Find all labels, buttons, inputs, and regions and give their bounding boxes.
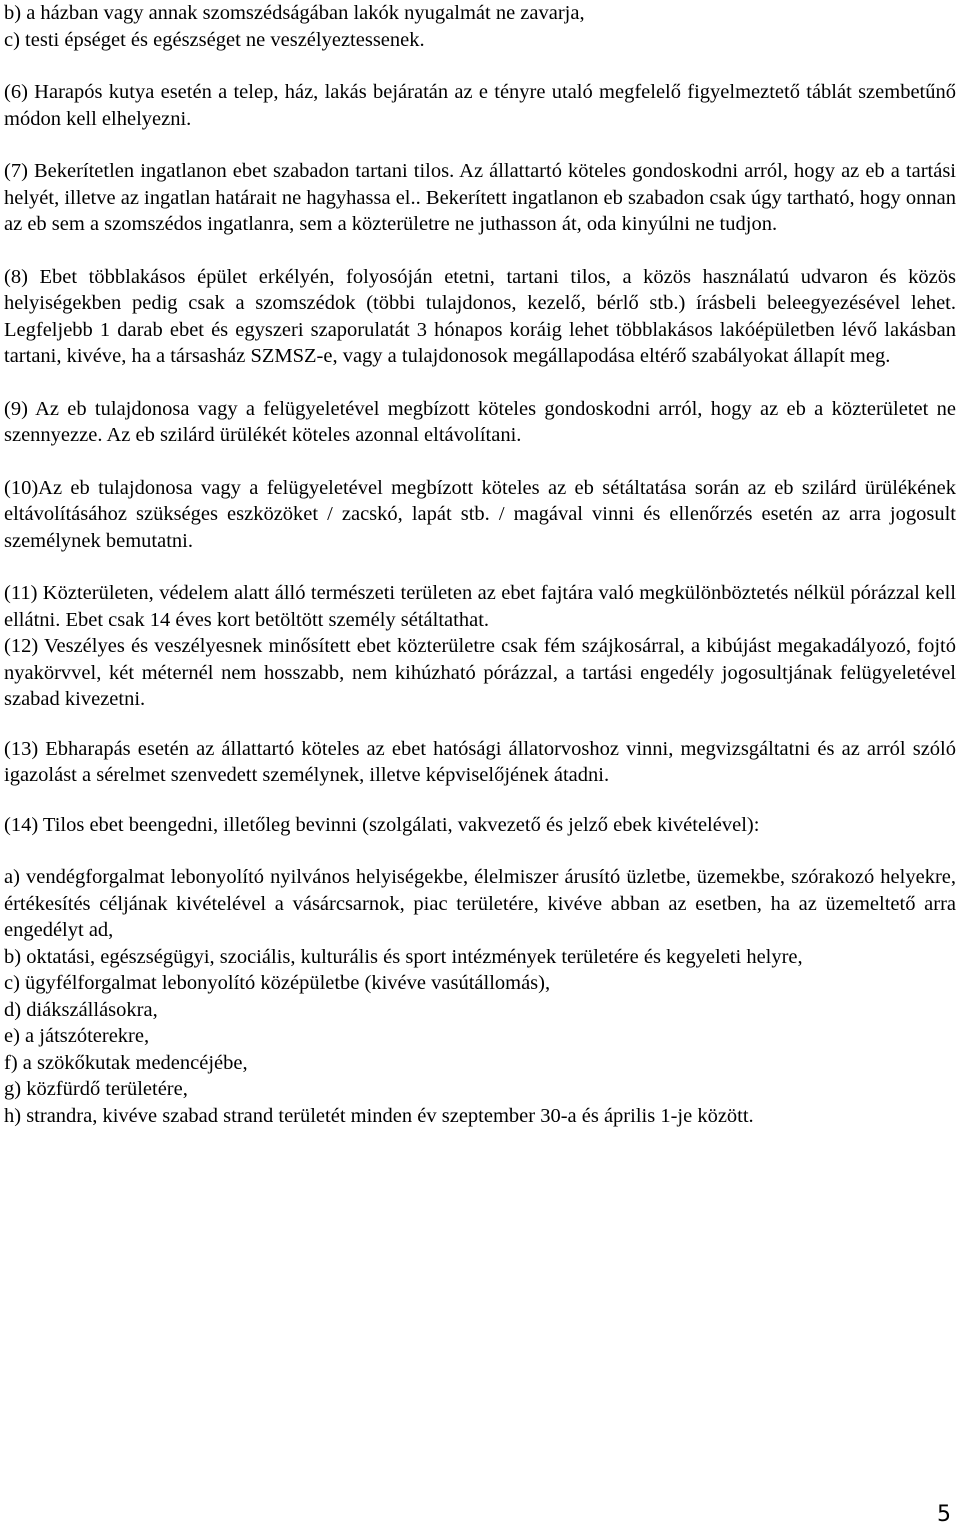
paragraph-10: (10)Az eb tulajdonosa vagy a felügyeletével megbízott köteles az eb sétáltatása során az eb szilárd ürülékének eltávolításához szükséges eszközöket / zacskó, lapát stb. / magával vinni és ellenőrzés esetén az arra jogosult személynek bemutatni. bbox=[4, 476, 956, 552]
document-page bbox=[4, 0, 956, 1129]
list-item-c: c) ügyfélforgalmat lebonyolító középületbe (kivéve vasútállomás), bbox=[4, 972, 551, 994]
spacer bbox=[4, 789, 956, 812]
paragraph-7: (7) Bekerítetlen ingatlanon ebet szabadon tartani tilos. Az állattartó köteles gondoskodni arról, hogy az eb a tartási helyét, illetve az ingatlan határait ne hagyhassa el.. Bekerített ingatlanon eb szabadon csak úgy tartható, hogy onnan az eb sem a szomszédos ingatlanra, sem a közterületre ne juthasson át, oda kinyúlni ne tudjon. bbox=[4, 160, 956, 235]
paragraph-9: (9) Az eb tulajdonosa vagy a felügyeletével megbízott köteles gondoskodni arról, hogy az eb a közterületet ne szennyezze. Az eb szilárd ürülékét köteles azonnal eltávolítani. bbox=[4, 397, 956, 446]
paragraph-13: (13) Ebharapás esetén az állattartó köteles az ebet hatósági állatorvoshoz vinni, megvizsgáltatni és az arról szóló igazolást a sérelmet szenvedett személynek, illetve képviselőjének átadni. bbox=[4, 737, 956, 786]
spacer bbox=[4, 554, 956, 580]
paragraph-14: (14) Tilos ebet beengedni, illetőleg bevinni (szolgálati, vakvezető és jelző ebek kivételével): bbox=[4, 813, 760, 836]
list-item-b-top: b) a házban vagy annak szomszédságában lakók nyugalmát ne zavarja, bbox=[4, 2, 585, 24]
spacer bbox=[4, 713, 956, 736]
spacer bbox=[4, 53, 956, 79]
list-item-h: h) strandra, kivéve szabad strand területét minden év szeptember 30-a és április 1-je között. bbox=[4, 1104, 754, 1127]
list-item-c-top: c) testi épséget és egészséget ne veszélyeztessenek. bbox=[4, 28, 425, 51]
paragraph-6: (6) Harapós kutya esetén a telep, ház, lakás bejáratán az e tényre utaló megfelelő figyelmeztető táblát szembetűnő módon kell elhelyezni. bbox=[4, 81, 956, 130]
spacer bbox=[4, 370, 956, 396]
page-number: 5 bbox=[937, 1502, 951, 1527]
paragraph-8: (8) Ebet többlakásos épület erkélyén, folyosóján etetni, tartani tilos, a közös használatú udvaron és közös helyiségekben pedig csak a szomszédok (többi tulajdonos, kezelő, bérlő stb.) írásbeli beleegyezésével lehet. Legfeljebb 1 darab ebet és egyszeri szaporulatát 3 hónapos koráig lehet többlakásos lakóépületben lévő lakásban tartani, kivéve, ha a társasház SZMSZ-e, vagy a tulajdonosok megállapodása eltérő szabályokat állapít meg. bbox=[4, 265, 956, 367]
list-item-g: g) közfürdő területére, bbox=[4, 1078, 188, 1100]
spacer bbox=[4, 449, 956, 475]
spacer bbox=[4, 838, 956, 864]
list-item-d: d) diákszállásokra, bbox=[4, 998, 158, 1021]
list-item-e: e) a játszóterekre, bbox=[4, 1025, 150, 1047]
list-item-b: b) oktatási, egészségügyi, szociális, kulturális és sport intézmények területére és kegyeleti helyre, bbox=[4, 945, 803, 968]
paragraph-11: (11) Közterületen, védelem alatt álló természeti területen az ebet fajtára való megkülönböztetés nélkül pórázzal kell ellátni. Ebet csak 14 éves kort betöltött személy sétáltathat. bbox=[4, 582, 956, 631]
spacer bbox=[4, 238, 956, 264]
list-item-f: f) a szökőkutak medencéjébe, bbox=[4, 1051, 248, 1074]
spacer bbox=[4, 132, 956, 158]
list-item-a: a) vendégforgalmat lebonyolító nyilvános helyiségekbe, élelmiszer árusító üzletbe, üzemekbe, szórakozó helyekre, értékesítés céljának kivételével a vásárcsarnok, piac területére, kivéve abban az esetben, ha az üzemeltető arra engedélyt ad, bbox=[4, 866, 956, 941]
paragraph-12: (12) Veszélyes és veszélyesnek minősített ebet közterületre csak fém szájkosárral, a kibújást megakadályozó, fojtó nyakörvvel, két méternél nem hosszabb, nem kihúzható pórázzal, a tartási engedély jogosultjának felügyeletével szabad kivezetni. bbox=[4, 635, 956, 710]
